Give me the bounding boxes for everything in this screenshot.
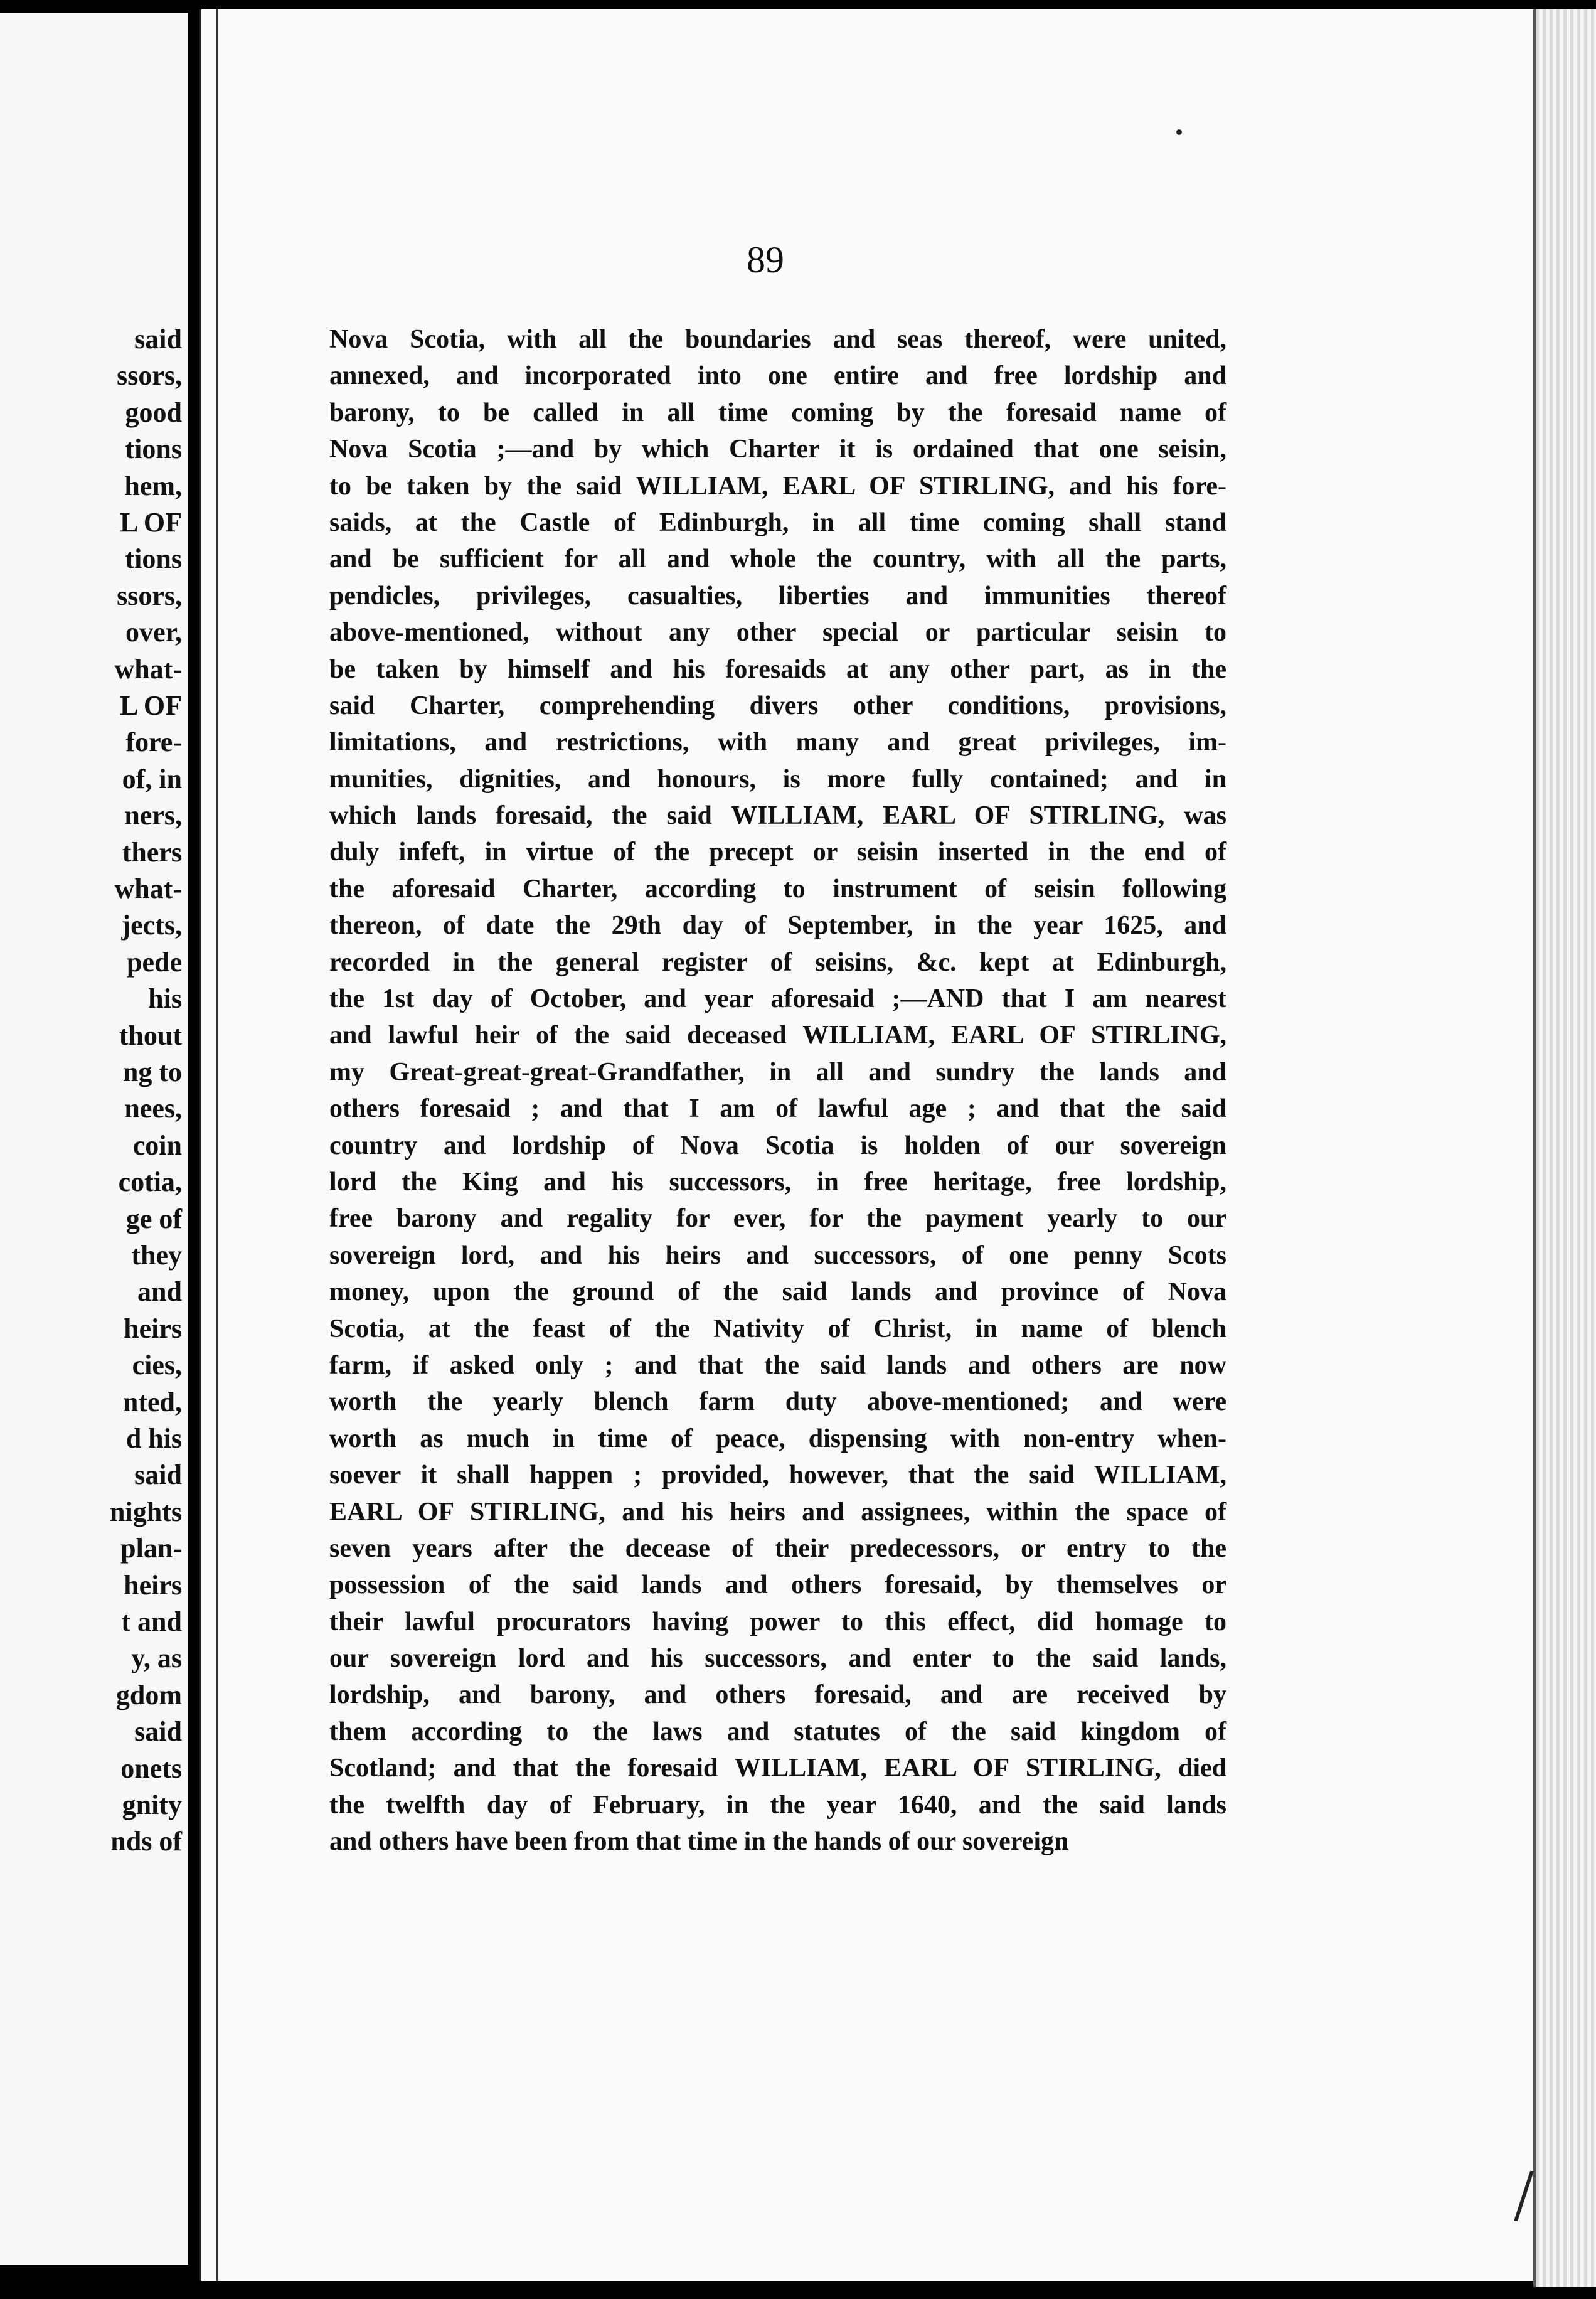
text-line: the twelfth day of February, in the year 1640, and the said lands xyxy=(329,1790,1226,1820)
text-line: free barony and regality for ever, for the payment yearly to our xyxy=(329,1204,1226,1234)
left-page-fragment: coin xyxy=(132,1129,182,1161)
left-page-fragment: what- xyxy=(114,873,182,904)
left-page-fragment: cotia, xyxy=(118,1166,182,1198)
left-page-fragment: of, in xyxy=(122,763,182,794)
text-line: be taken by himself and his foresaids at any other part, as in the xyxy=(329,654,1226,684)
left-page-fragment: hem, xyxy=(124,470,182,501)
left-page-fragment: ge of xyxy=(125,1203,182,1234)
left-page-fragment: cies, xyxy=(132,1350,182,1381)
left-page-fragment: t and xyxy=(121,1606,182,1637)
left-page-fragment: nted, xyxy=(122,1386,182,1417)
text-line: limitations, and restrictions, with many and great privileges, im- xyxy=(329,728,1226,757)
page-stack-edge xyxy=(1536,9,1596,2287)
book-gutter xyxy=(188,0,200,2299)
left-page xyxy=(0,13,188,2265)
left-page-fragment: pede xyxy=(127,946,182,978)
text-line: thereon, of date the 29th day of September, in the year 1625, and xyxy=(329,911,1226,941)
text-line: lordship, and barony, and others foresaid, and are received by xyxy=(329,1680,1226,1710)
text-line: the aforesaid Charter, according to instrument of seisin following xyxy=(329,874,1226,904)
left-page-fragment: ssors, xyxy=(117,580,182,611)
left-page-fragment: heirs xyxy=(124,1313,182,1344)
left-page-fragment: d his xyxy=(125,1423,182,1454)
text-line: and lawful heir of the said deceased WILLIAM, EARL OF STIRLING, xyxy=(329,1021,1226,1050)
text-line: munities, dignities, and honours, is more fully contained; and in xyxy=(329,764,1226,794)
left-page-fragment: tions xyxy=(125,434,182,465)
text-line: money, upon the ground of the said lands and province of Nova xyxy=(329,1278,1226,1307)
text-line: Scotland; and that the foresaid WILLIAM, EARL OF STIRLING, died xyxy=(329,1754,1226,1783)
left-page-fragment: nees, xyxy=(124,1093,182,1124)
text-line: duly infeft, in virtue of the precept or seisin inserted in the end of xyxy=(329,838,1226,867)
text-line: Nova Scotia ;—and by which Charter it is ordained that one seisin, xyxy=(329,435,1226,464)
text-line: my Great-great-great-Grandfather, in all and sundry the lands and xyxy=(329,1057,1226,1087)
text-line: EARL OF STIRLING, and his heirs and assignees, within the space of xyxy=(329,1497,1226,1527)
left-page-fragment: ners, xyxy=(124,800,182,831)
left-page-fragment: thout xyxy=(119,1020,182,1051)
text-line: their lawful procurators having power to this effect, did homage to xyxy=(329,1607,1226,1636)
text-line: possession of the said lands and others foresaid, by themselves or xyxy=(329,1571,1226,1600)
text-line: them according to the laws and statutes of the said kingdom of xyxy=(329,1717,1226,1746)
text-line: lord the King and his successors, in free heritage, free lordship, xyxy=(329,1167,1226,1197)
page-number: 89 xyxy=(747,239,784,280)
left-page-fragment: gnity xyxy=(122,1790,182,1820)
text-line: Scotia, at the feast of the Nativity of Christ, in name of blench xyxy=(329,1314,1226,1343)
left-page-fragment: and xyxy=(137,1276,182,1308)
text-line: saids, at the Castle of Edinburgh, in all time coming shall stand xyxy=(329,508,1226,537)
text-line: the 1st day of October, and year aforesaid ;—AND that I am nearest xyxy=(329,984,1226,1014)
left-page-fragment: plan- xyxy=(120,1533,182,1564)
text-line: worth as much in time of peace, dispensing with non-entry when- xyxy=(329,1424,1226,1453)
left-page-fragment: his xyxy=(148,983,182,1015)
left-page-fragment: jects, xyxy=(121,910,182,941)
left-page-fragment: L OF xyxy=(119,690,182,721)
text-line: country and lordship of Nova Scotia is holden of our sovereign xyxy=(329,1131,1226,1160)
text-line: above-mentioned, without any other special or particular seisin to xyxy=(329,618,1226,648)
text-line: recorded in the general register of seisins, &c. kept at Edinburgh, xyxy=(329,947,1226,977)
left-page-fragment: what- xyxy=(114,653,182,685)
left-page-fragment: nds of xyxy=(110,1826,182,1857)
text-line: farm, if asked only ; and that the said lands and others are now xyxy=(329,1350,1226,1380)
text-line: and others have been from that time in the hands of our sovereign xyxy=(329,1827,1069,1857)
text-line: said Charter, comprehending divers other conditions, provisions, xyxy=(329,691,1226,720)
left-page-fragment: y, as xyxy=(131,1643,182,1674)
text-line: barony, to be called in all time coming by the foresaid name of xyxy=(329,398,1226,427)
left-page-fragment: good xyxy=(125,397,182,428)
left-page-fragment: they xyxy=(131,1240,182,1271)
left-page-fragment: gdom xyxy=(115,1679,182,1710)
text-line: and be sufficient for all and whole the country, with all the parts, xyxy=(329,545,1226,574)
text-line: sovereign lord, and his heirs and successors, of one penny Scots xyxy=(329,1240,1226,1270)
text-line: Nova Scotia, with all the boundaries and seas thereof, were united, xyxy=(329,325,1226,354)
text-line: which lands foresaid, the said WILLIAM, EARL OF STIRLING, was xyxy=(329,801,1226,831)
ink-speck xyxy=(1176,129,1182,135)
body-text xyxy=(329,321,1226,1860)
text-line: soever it shall happen ; provided, however, that the said WILLIAM, xyxy=(329,1461,1226,1490)
left-page-fragment: tions xyxy=(125,543,182,575)
left-page-fragment: over, xyxy=(125,617,182,648)
text-line: our sovereign lord and his successors, and enter to the said lands, xyxy=(329,1644,1226,1673)
left-page-fragment: said xyxy=(134,324,182,355)
text-line: pendicles, privileges, casualties, liberties and immunities thereof xyxy=(329,581,1226,611)
left-page-fragment: said xyxy=(134,1716,182,1747)
left-page-fragment: L OF xyxy=(119,507,182,538)
text-line: others foresaid ; and that I am of lawful age ; and that the said xyxy=(329,1094,1226,1124)
text-line: to be taken by the said WILLIAM, EARL OF STIRLING, and his fore- xyxy=(329,471,1226,501)
left-page-fragment: ng to xyxy=(122,1057,182,1087)
text-line: worth the yearly blench farm duty above-mentioned; and were xyxy=(329,1387,1226,1417)
left-page-fragment: heirs xyxy=(124,1569,182,1601)
text-line: seven years after the decease of their predecessors, or entry to the xyxy=(329,1534,1226,1563)
left-page-fragment: said xyxy=(134,1459,182,1491)
left-page-fragment: thers xyxy=(122,836,182,868)
left-page-fragment: ssors, xyxy=(117,360,182,392)
left-page-fragment: fore- xyxy=(125,727,182,758)
text-line: annexed, and incorporated into one entire and free lordship and xyxy=(329,361,1226,391)
left-page-fragment: onets xyxy=(120,1752,182,1784)
left-page-fragment: nights xyxy=(110,1496,182,1527)
